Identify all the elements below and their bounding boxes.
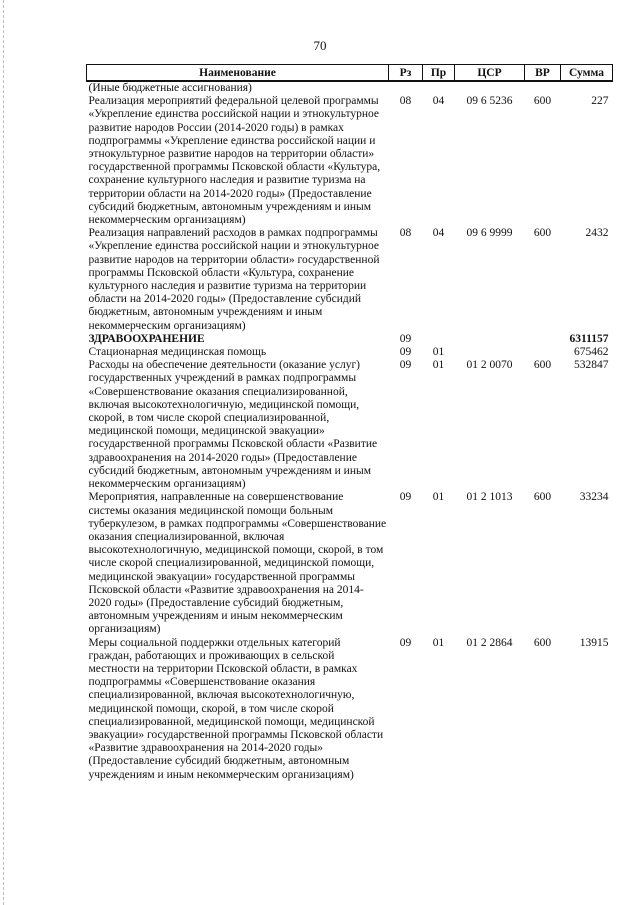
row-pr: 01 [432, 359, 445, 372]
header-sum: Сумма [561, 65, 613, 82]
row-csr [455, 333, 525, 346]
row-pr: 04 [432, 227, 445, 240]
row-csr [455, 81, 525, 95]
page-number: 70 [313, 38, 327, 53]
budget-table [86, 64, 613, 782]
row-name: Расходы на обеспечение деятельности (оказание услуг) государственных учреждений в рамках подпрограммы «Совершенствование оказания специализированной, включая высокотехнологичную, медицинской помощи, скорой, в том числе скорой специализированной, медицинской помощи, медицинской эвакуации» государственной программы Псковской области «Развитие здравоохранения на 2014-2020 годы» (Предоставление субсидий бюджетным, автономным учреждениям и иным некоммерческим организациям) [88, 359, 378, 491]
row-rz: 08 [399, 227, 412, 240]
row-pr: 01 [432, 636, 445, 649]
header-csr: ЦСР [455, 65, 525, 82]
budget-table-container [86, 64, 612, 782]
row-rz: 09 [399, 332, 412, 345]
row-name: Стационарная медицинская помощь [88, 346, 267, 359]
row-rz [389, 81, 423, 95]
row-sum: 227 [591, 95, 609, 108]
table-row [87, 81, 613, 95]
row-pr [423, 81, 455, 95]
row-csr: 01 2 2864 [466, 636, 513, 649]
row-vr [525, 346, 561, 359]
row-vr: 600 [533, 95, 552, 108]
table-row [87, 346, 613, 359]
row-vr [525, 333, 561, 346]
row-csr [455, 346, 525, 359]
row-pr: 04 [432, 95, 445, 108]
row-name: Реализация мероприятий федеральной целевой программы «Укрепление единства российской нации и этнокультурное развитие народов России (2014-2020 годы) в рамках подпрограммы «Укрепление единства российской нации и этнокультурное развитие народов на территории области» государственной программы Псковской области «Культура, сохранение культурного наследия и развитие туризма на территории области на 2014-2020 годы» (Предоставление субсидий бюджетным, автономным учреждениям и иным некоммерческим организациям) [88, 95, 381, 227]
row-name: Реализация направлений расходов в рамках подпрограммы «Укрепление единства российской нации и этнокультурное развитие народов на территории области» государственной программы Псковской области «Культура, сохранение культурного наследия и развитие туризма на территории области на 2014-2020 годы» (Предоставление субсидий бюджетным, автономным учреждениям и иным некоммерческим организациям) [88, 227, 380, 332]
header-rz: Рз [389, 65, 423, 82]
header-vr: ВР [525, 65, 561, 82]
section-row [87, 333, 613, 346]
row-csr: 09 6 9999 [466, 227, 513, 240]
row-sum: 33234 [579, 491, 609, 504]
row-vr: 600 [533, 636, 552, 649]
row-sum: 2432 [585, 227, 609, 240]
header-pr: Пр [423, 65, 455, 82]
row-sum: 13915 [579, 636, 609, 649]
row-vr: 600 [533, 359, 552, 372]
row-pr [423, 333, 455, 346]
row-csr: 09 6 5236 [466, 95, 513, 108]
row-vr: 600 [533, 491, 552, 504]
row-sum: 532847 [574, 359, 609, 372]
row-sum [561, 81, 613, 95]
header-name: Наименование [87, 65, 389, 82]
row-vr [525, 81, 561, 95]
row-rz: 09 [399, 359, 412, 372]
table-row [87, 491, 613, 636]
table-row [87, 637, 613, 782]
row-rz: 09 [399, 636, 412, 649]
table-row [87, 95, 613, 227]
row-rz: 08 [399, 95, 412, 108]
section-sum: 6311157 [569, 332, 609, 345]
row-name: Меры социальной поддержки отдельных категорий граждан, работающих и проживающих в сельской местности на территории Псковской области, в рамках подпрограммы «Совершенствование оказания специализированной, включая высокотехнологичную, медицинской помощи, скорой, в том числе скорой специализированной, медицинской помощи, медицинской эвакуации» государственной программы Псковской области «Развитие здравоохранения на 2014-2020 годы» (Предоставление субсидий бюджетным, автономным учреждениям и иным некоммерческим организациям) [88, 636, 384, 781]
row-csr: 01 2 0070 [466, 359, 513, 372]
row-rz: 09 [399, 346, 412, 359]
row-rz: 09 [399, 491, 412, 504]
scan-edge [3, 0, 5, 905]
table-header-row [87, 65, 613, 82]
row-sum: 675462 [574, 346, 609, 359]
row-pr: 01 [432, 491, 445, 504]
section-title: ЗДРАВООХРАНЕНИЕ [88, 332, 205, 345]
table-row [87, 227, 613, 333]
row-csr: 01 2 1013 [466, 491, 513, 504]
row-vr: 600 [533, 227, 552, 240]
row-pr: 01 [432, 346, 445, 359]
table-row [87, 359, 613, 491]
row-name: (Иные бюджетные ассигнования) [88, 82, 252, 94]
row-name: Мероприятия, направленные на совершенствование системы оказания медицинской помощи больным туберкулезом, в рамках подпрограммы «Совершенствование оказания специализированной, включая высокотехнологичную, медицинской помощи, скорой, в том числе скорой специализированной, медицинской помощи, медицинской эвакуации» государственной программы Псковской области «Развитие здравоохранения на 2014-2020 годы» (Предоставление субсидий бюджетным, автономным учреждениям и иным некоммерческим организациям) [88, 491, 387, 636]
